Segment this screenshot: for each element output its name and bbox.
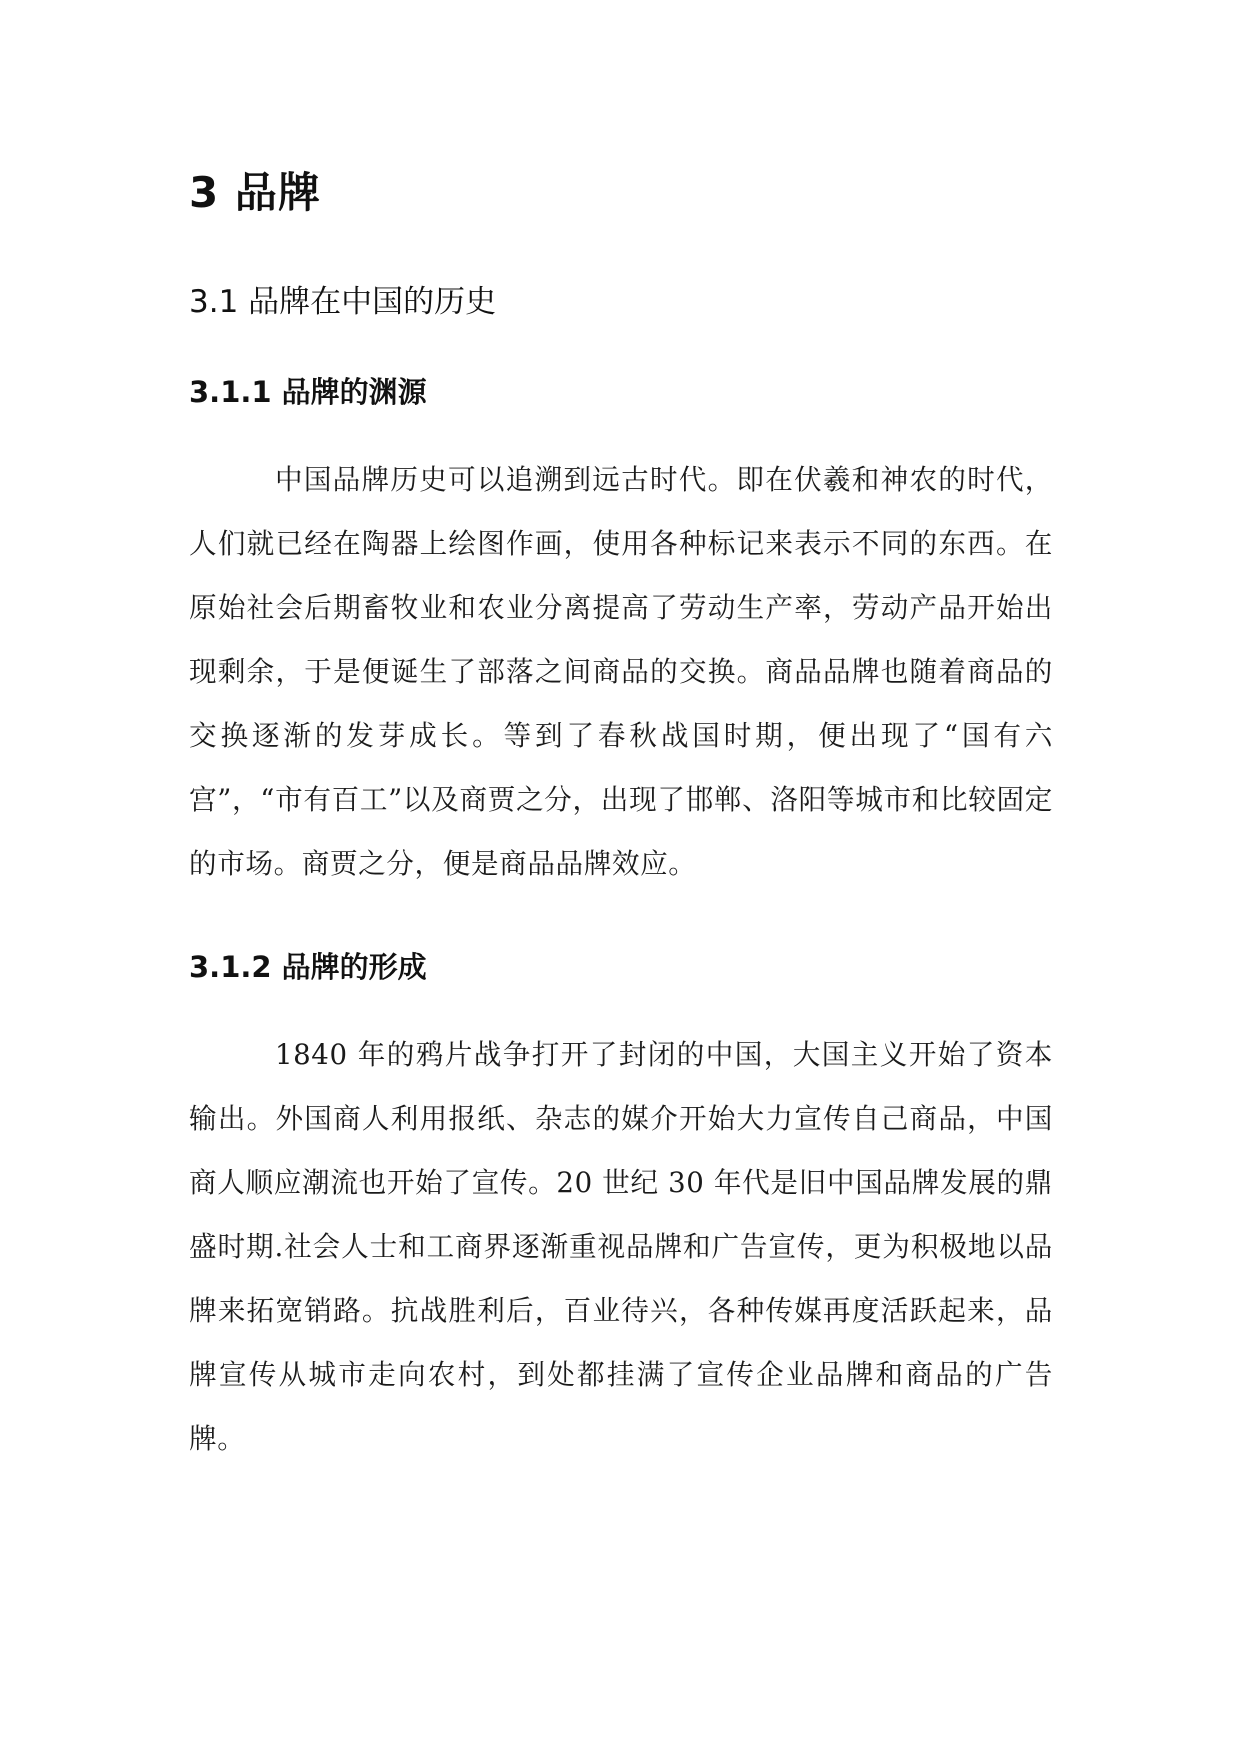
section-title: 3.1 品牌在中国的历史: [189, 284, 497, 320]
paragraph-origins: 中国品牌历史可以追溯到远古时代。即在伏羲和神农的时代，人们就已经在陶器上绘图作画，使用各种标记来表示不同的东西。在原始社会后期畜牧业和农业分离提高了劳动生产率，劳动产品开始出现剩余，于是便诞生了部落之间商品的交换。商品品牌也随着商品的交换逐渐的发芽成长。等到了春秋战国时期，便出现了“国有六宫”，“市有百工”以及商贾之分，出现了邯郸、洛阳等城市和比较固定的市场。商贾之分，便是商品品牌效应。: [189, 463, 1053, 880]
paragraph-formation: 1840 年的鸦片战争打开了封闭的中国，大国主义开始了资本输出。外国商人利用报纸、杂志的媒介开始大力宣传自己商品，中国商人顺应潮流也开始了宣传。20 世纪 30 年代是旧中国品牌发展的鼎盛时期.社会人士和工商界逐渐重视品牌和广告宣传，更为积极地以品牌来拓宽销路。抗战胜利后，百业待兴，各种传媒再度活跃起来，品牌宣传从城市走向农村，到处都挂满了宣传企业品牌和商品的广告牌。: [189, 1038, 1053, 1455]
subsection-title-origins: 3.1.1 品牌的渊源: [189, 375, 427, 409]
subsection-title-formation: 3.1.2 品牌的形成: [189, 950, 427, 984]
chapter-title: 3 品牌: [189, 168, 321, 217]
